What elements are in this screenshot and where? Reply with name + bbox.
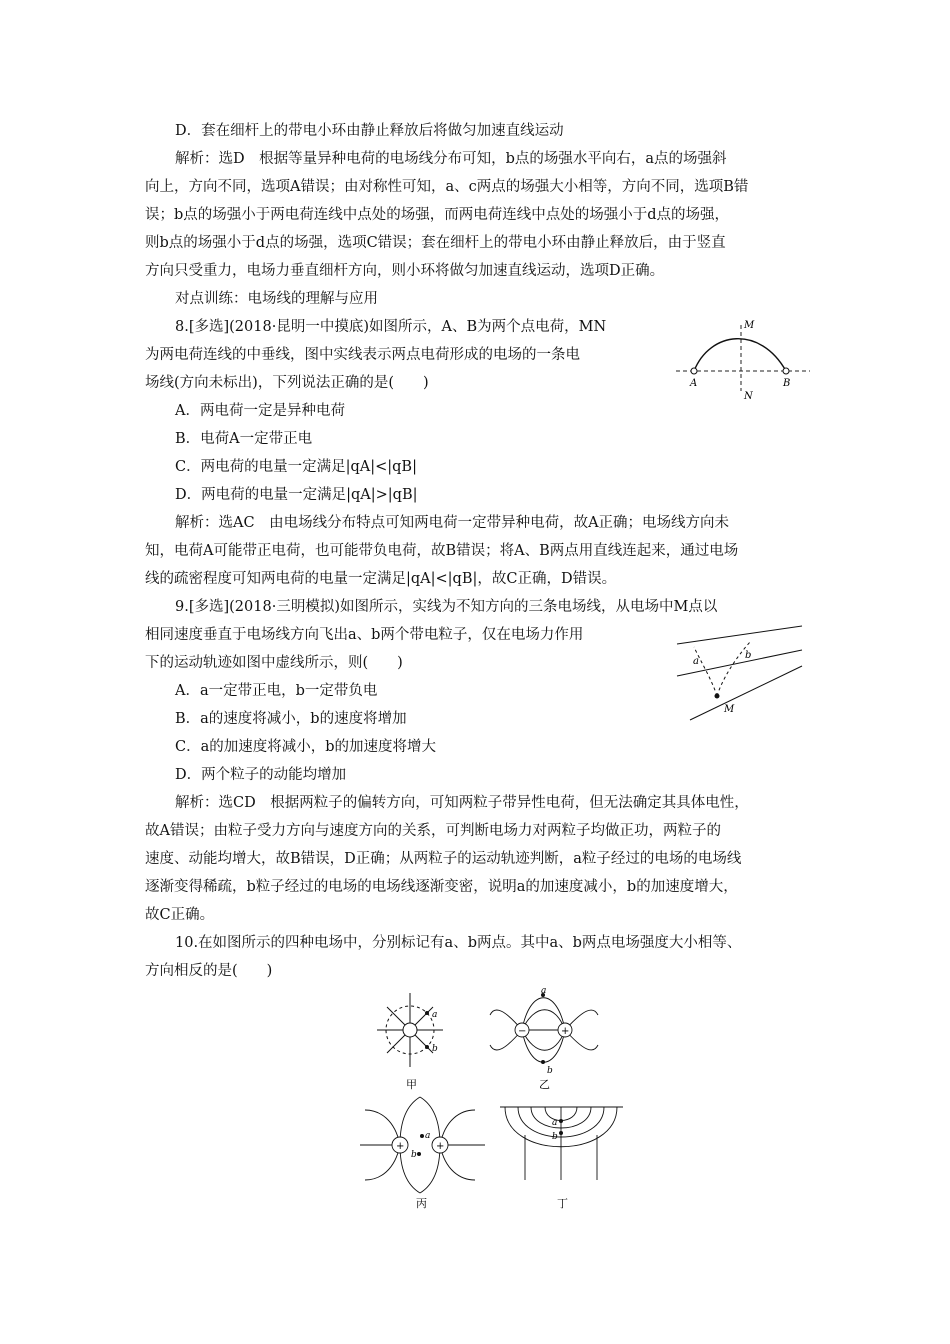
q9-solution-line-1: 解析：选CD 根据两粒子的偏转方向，可知两粒子带异性电荷，但无法确定其具体电性，: [175, 795, 749, 811]
q8-option-c: C．两电荷的电量一定满足|qA|<|qB|: [175, 459, 417, 475]
q7-option-d: D．套在细杆上的带电小环由静止释放后将做匀加速直线运动: [175, 123, 564, 139]
bing-plus-charge-right: +: [436, 1141, 445, 1152]
yi-plus-charge: +: [561, 1026, 570, 1037]
q8-fig-label-n: N: [744, 391, 753, 402]
q9-fig-label-b: b: [745, 650, 752, 661]
q8-stem-line-1: 8.[多选](2018·昆明一中摸底)如图所示，A、B为两个点电荷，MN: [175, 319, 607, 335]
section-heading: 对点训练：电场线的理解与应用: [175, 291, 378, 307]
q10-stem-line-1: 10.在如图所示的四种电场中，分别标记有a、b两点。其中a、b两点电场强度大小相等、: [175, 935, 742, 951]
q7-solution-line-5: 方向只受重力，电场力垂直细杆方向，则小环将做匀加速直线运动，选项D正确。: [145, 263, 665, 279]
q9-fig-label-m: M: [724, 704, 735, 715]
q9-stem-line-2: 相同速度垂直于电场线方向飞出a、b两个带电粒子，仅在电场力作用: [145, 627, 584, 643]
jia-label-b: b: [432, 1044, 438, 1054]
q7-solution-line-4: 则b点的场强小于d点的场强，选项C错误；套在细杆上的带电小环由静止释放后，由于竖直: [145, 235, 726, 251]
q8-fig-label-a: A: [690, 378, 698, 389]
q8-solution-line-2: 知，电荷A可能带正电荷，也可能带负电荷，故B错误；将A、B两点用直线连起来，通过电场: [145, 543, 739, 559]
fig-label-yi: 乙: [539, 1078, 550, 1091]
fig-jia: [377, 993, 443, 1091]
q9-stem-line-1: 9.[多选](2018·三明模拟)如图所示，实线为不知方向的三条电场线，从电场中M点以: [175, 599, 718, 615]
q7-solution-line-3: 误；b点的场强小于两电荷连线中点处的场强，而两电荷连线中点处的场强小于d点的场强，: [145, 207, 730, 223]
bing-label-b: b: [411, 1150, 417, 1160]
q9-option-b: B．a的速度将减小，b的速度将增加: [175, 711, 407, 727]
q8-fig-label-b: B: [783, 378, 791, 389]
fig-label-ding: 丁: [557, 1197, 568, 1210]
fig-yi: [490, 998, 598, 1063]
q9-solution-line-5: 故C正确。: [145, 907, 215, 923]
ding-label-a: a: [552, 1118, 558, 1128]
q9-solution-line-3: 速度、动能均增大，故B错误，D正确；从两粒子的运动轨迹判断，a粒子经过的电场的电场线: [145, 851, 742, 867]
fig-label-bing: 丙: [416, 1197, 427, 1210]
q10-figure: [355, 985, 630, 1210]
q8-option-a: A．两电荷一定是异种电荷: [175, 403, 345, 419]
fig-ding: [500, 1107, 623, 1180]
q9-stem-line-3: 下的运动轨迹如图中虚线所示，则( ): [145, 655, 403, 671]
ding-label-b: b: [552, 1132, 558, 1142]
fig-bing: [360, 1097, 485, 1193]
bing-plus-charge-left: +: [396, 1141, 405, 1152]
q9-option-a: A．a一定带正电，b一定带负电: [175, 683, 378, 699]
q8-fig-label-m: M: [744, 320, 755, 331]
q10-stem-line-2: 方向相反的是( ): [145, 963, 273, 979]
q8-solution-line-1: 解析：选AC 由电场线分布特点可知两电荷一定带异种电荷，故A正确；电场线方向未: [175, 515, 730, 531]
yi-label-a: a: [541, 986, 547, 996]
q9-solution-line-4: 逐渐变得稀疏，b粒子经过的电场的电场线逐渐变密，说明a的加速度减小，b的加速度增大，: [145, 879, 738, 895]
yi-label-b: b: [547, 1066, 553, 1076]
q7-solution-line-1: 解析：选D 根据等量异种电荷的电场线分布可知，b点的场强水平向右，a点的场强斜: [175, 151, 727, 167]
q8-stem-line-2: 为两电荷连线的中垂线，图中实线表示两点电荷形成的电场的一条电: [145, 347, 580, 363]
q9-solution-line-2: 故A错误；由粒子受力方向与速度方向的关系，可判断电场力对两粒子均做正功，两粒子的: [145, 823, 721, 839]
jia-label-a: a: [432, 1010, 438, 1020]
q9-option-c: C．a的加速度将减小，b的加速度将增大: [175, 739, 437, 755]
q8-figure: [670, 313, 820, 403]
q9-option-d: D．两个粒子的动能均增加: [175, 767, 347, 783]
bing-label-a: a: [425, 1131, 431, 1141]
q9-fig-label-a: a: [693, 656, 699, 667]
q8-option-d: D．两电荷的电量一定满足|qA|>|qB|: [175, 487, 418, 503]
q8-option-b: B．电荷A一定带正电: [175, 431, 313, 447]
q9-figure: [672, 620, 812, 725]
q8-solution-line-3: 线的疏密程度可知两电荷的电量一定满足|qA|<|qB|，故C正确，D错误。: [145, 571, 617, 587]
q8-stem-line-3: 场线(方向未标出)，下列说法正确的是( ): [145, 375, 429, 391]
yi-minus-charge: −: [518, 1026, 527, 1037]
fig-label-jia: 甲: [406, 1078, 417, 1091]
q7-solution-line-2: 向上，方向不同，选项A错误；由对称性可知，a、c两点的场强大小相等，方向不同，选项B错: [145, 179, 749, 195]
